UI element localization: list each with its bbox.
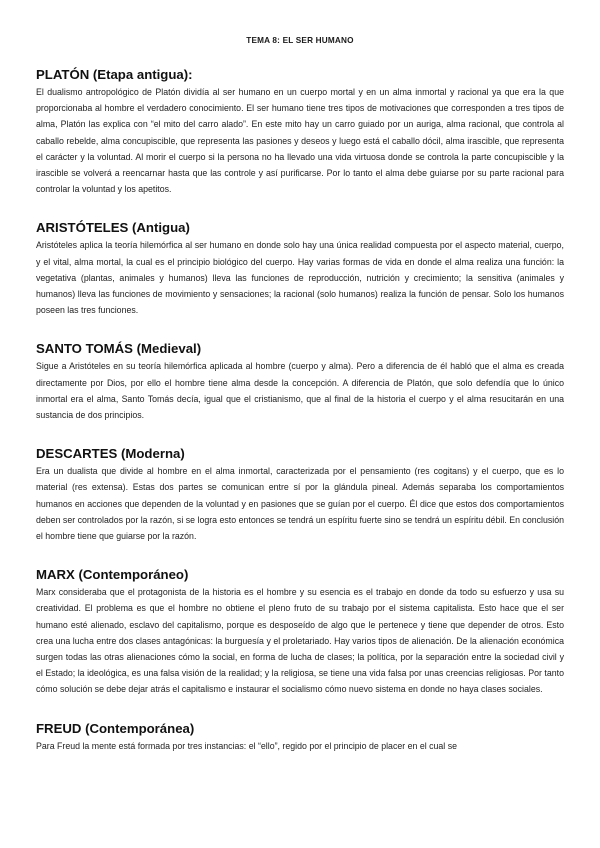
section-aristoteles — [36, 219, 564, 318]
section-body: Para Freud la mente está formada por tres instancias: el “ello”, regido por el principio de placer en el cual se — [36, 740, 458, 751]
section-heading: PLATÓN (Etapa antigua): — [36, 67, 193, 82]
section-heading: SANTO TOMÁS (Medieval) — [36, 341, 202, 357]
document-title: TEMA 8: EL SER HUMANO — [246, 36, 354, 45]
section-body: Marx consideraba que el protagonista de la historia es el hombre y su esencia es el trabajo en donde da todo su esfuerzo y usa su creatividad. El problema es que el hombre no obtiene el pleno fruto de su trabajo por el sistema capitalista. Esto hace que el ser humano esté alienado, esclavo del capitalismo, porque es desposeído de algo que le pertenece y tiene que depender de otros. Esto crea una lucha entre dos clases antagónicas: la burguesía y el proletariado. Hay varios tipos de alienación. De la alienación económica surgen todas las otras alienaciones cómo la social, en forma de lucha de clases; la política, por la separación entre la sociedad civil y el Estado; la ideológica, es una falsa visión de la realidad; y la religiosa, se tiene una vida falsa por unas creencias religiosas. Por tanto cómo solución se debe dejar atrás el capitalismo e instaurar el socialismo cómo nuevo sistema en donde no haya clases sociales. — [36, 587, 564, 695]
section-heading: DESCARTES (Moderna) — [36, 446, 185, 462]
section-heading: FREUD (Contemporánea) — [36, 720, 195, 736]
section-santo-tomas — [36, 340, 564, 423]
section-body: Era un dualista que divide al hombre en el alma inmortal, caracterizada por el pensamiento (res cogitans) y el cuerpo, que es lo material (res extensa). Estas dos partes se comunican entre sí por la glándula pineal. Además separaba los comportamientos humanos en acciones que dependen de la voluntad y en pasiones que se guían por el cuerpo. Él dice que estos dos comportamientos deben ser controlados por la razón, si se logra esto entonces se tendrá un espíritu fuerte sino se tendrá un espíritu débil. En conclusión el hombre tiene que guiarse por la razón. — [36, 466, 564, 542]
section-descartes — [36, 445, 564, 544]
section-heading: ARISTÓTELES (Antigua) — [36, 220, 190, 236]
section-freud — [36, 720, 564, 754]
section-body: Sigue a Aristóteles en su teoría hilemórfica aplicada al hombre (cuerpo y alma). Pero a diferencia de él habló que el alma es creada directamente por Dios, por ello el hombre tiene alma desde la concepción. A diferencia de Platón, que solo defendía que lo único inmortal era el alma, Santo Tomás decía, igual que el cristianismo, que al final de la historia el cuerpo y el alma resucitarán en una sustancia de dos principios. — [36, 361, 564, 421]
section-marx — [36, 566, 564, 697]
section-body: Aristóteles aplica la teoría hilemórfica al ser humano en donde solo hay una única realidad compuesta por el aspecto material, cuerpo, y el vital, alma mortal, la cual es el principio biológico del cuerpo. Hay varias formas de vida en donde el alma realiza una función: la vegetativa (plantas, animales y humanos) lleva las funciones de reproducción, nutrición y crecimiento; la sensitiva (animales y humanos) lleva las funciones de movimiento y sensaciones; la racional (solo humanos) realiza la función de pensar. Solo los humanos poseen las tres funciones. — [36, 240, 564, 316]
section-heading: MARX (Contemporáneo) — [36, 567, 189, 583]
section-body: El dualismo antropológico de Platón dividía al ser humano en un cuerpo mortal y en un alma inmortal y racional ya que era la que proporcionaba al hombre el verdadero conocimiento. El ser humano tiene tres tipos de motivaciones que corresponden a tres tipos de alma, Platón las explica con “el mito del carro alado”. En este mito hay un carro guiado por un auriga, alma racional, que controla al caballo rebelde, alma concupiscible, que representa las pasiones y deseos y luego está el caballo dócil, alma irascible, que representa el carácter y la voluntad. Al morir el cuerpo si la persona no ha llevado una vida virtuosa donde se controla la parte concupiscible y la irascible se volverá a reencarnar hasta que las controle y así purificarse. Por lo tanto el alma debe guiarse por su parte racional para controlar la voluntad y los apetitos. — [36, 87, 564, 195]
section-platon — [36, 66, 564, 197]
